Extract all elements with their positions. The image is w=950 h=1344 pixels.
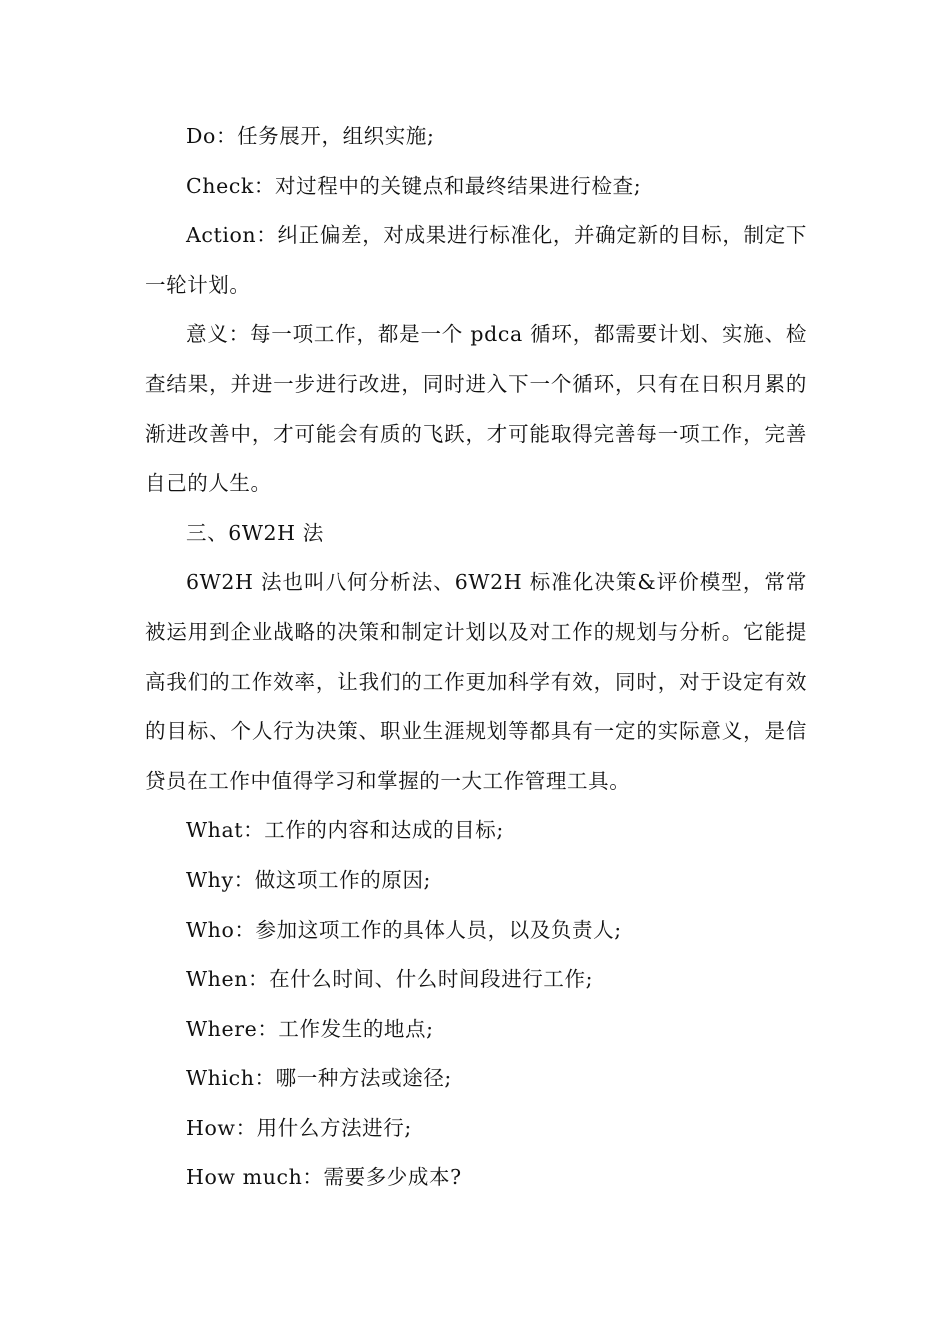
document-body <box>145 112 807 1203</box>
paragraph-do: Do：任务展开，组织实施; <box>186 124 435 148</box>
paragraph-what: What：工作的内容和达成的目标; <box>186 818 504 843</box>
section-heading-6w2h: 三、6W2H 法 <box>186 520 324 545</box>
paragraph-where: Where：工作发生的地点; <box>186 1016 434 1041</box>
paragraph-action: Action：纠正偏差，对成果进行标准化，并确定新的目标，制定下一轮计划。 <box>145 223 807 297</box>
paragraph-6w2h-intro: 6W2H 法也叫八何分析法、6W2H 标准化决策&评价模型，常常被运用到企业战略的决策和制定计划以及对工作的规划与分析。它能提高我们的工作效率，让我们的工作更加科学有效，同时，对于设定有效的目标、个人行为决策、职业生涯规划等都具有一定的实际意义，是信贷员在工作中值得学习和掌握的一大工作管理工具。 <box>145 570 807 793</box>
paragraph-who: Who：参加这项工作的具体人员，以及负责人; <box>186 917 622 942</box>
paragraph-how: How：用什么方法进行; <box>186 1115 412 1140</box>
paragraph-why: Why：做这项工作的原因; <box>186 867 432 892</box>
paragraph-which: Which：哪一种方法或途径; <box>186 1066 452 1091</box>
paragraph-meaning: 意义：每一项工作，都是一个 pdca 循环，都需要计划、实施、检查结果，并进一步进行改进，同时进入下一个循环，只有在日积月累的渐进改善中，才可能会有质的飞跃，才可能取得完善每一项工作，完善自己的人生。 <box>145 322 807 496</box>
paragraph-check: Check：对过程中的关键点和最终结果进行检查; <box>186 173 642 198</box>
paragraph-when: When：在什么时间、什么时间段进行工作; <box>186 967 594 992</box>
paragraph-how-much: How much：需要多少成本? <box>186 1165 462 1190</box>
